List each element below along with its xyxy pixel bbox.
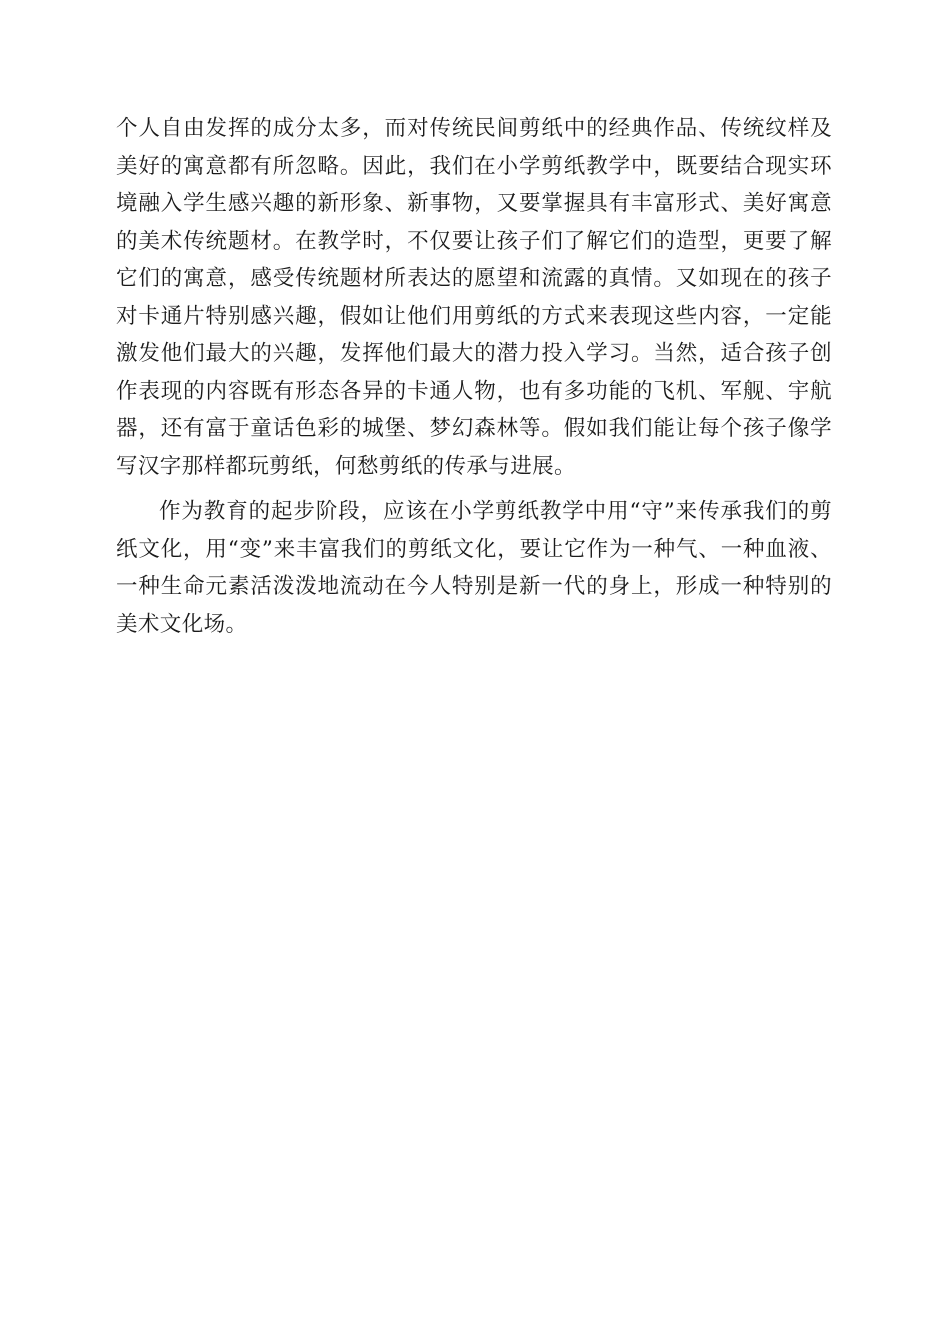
paragraph-continuation: 个人自由发挥的成分太多，而对传统民间剪纸中的经典作品、传统纹样及美好的寓意都有所忽略。因此，我们在小学剪纸教学中，既要结合现实环境融入学生感兴趣的新形象、新事物，又要掌握具有丰富形式、美好寓意的美术传统题材。在教学时，不仅要让孩子们了解它们的造型，更要了解它们的寓意，感受传统题材所表达的愿望和流露的真情。又如现在的孩子对卡通片特别感兴趣，假如让他们用剪纸的方式来表现这些内容，一定能激发他们最大的兴趣，发挥他们最大的潜力投入学习。当然，适合孩子创作表现的内容既有形态各异的卡通人物，也有多功能的飞机、军舰、宇航器，还有富于童话色彩的城堡、梦幻森林等。假如我们能让每个孩子像学写汉字那样都玩剪纸，何愁剪纸的传承与进展。: [116, 116, 832, 479]
document-body: [116, 110, 832, 643]
paragraph-conclusion: 作为教育的起步阶段，应该在小学剪纸教学中用“守”来传承我们的剪纸文化，用“变”来丰富我们的剪纸文化，要让它作为一种气、一种血液、一种生命元素活泼泼地流动在今人特别是新一代的身上，形成一种特别的美术文化场。: [116, 499, 832, 637]
